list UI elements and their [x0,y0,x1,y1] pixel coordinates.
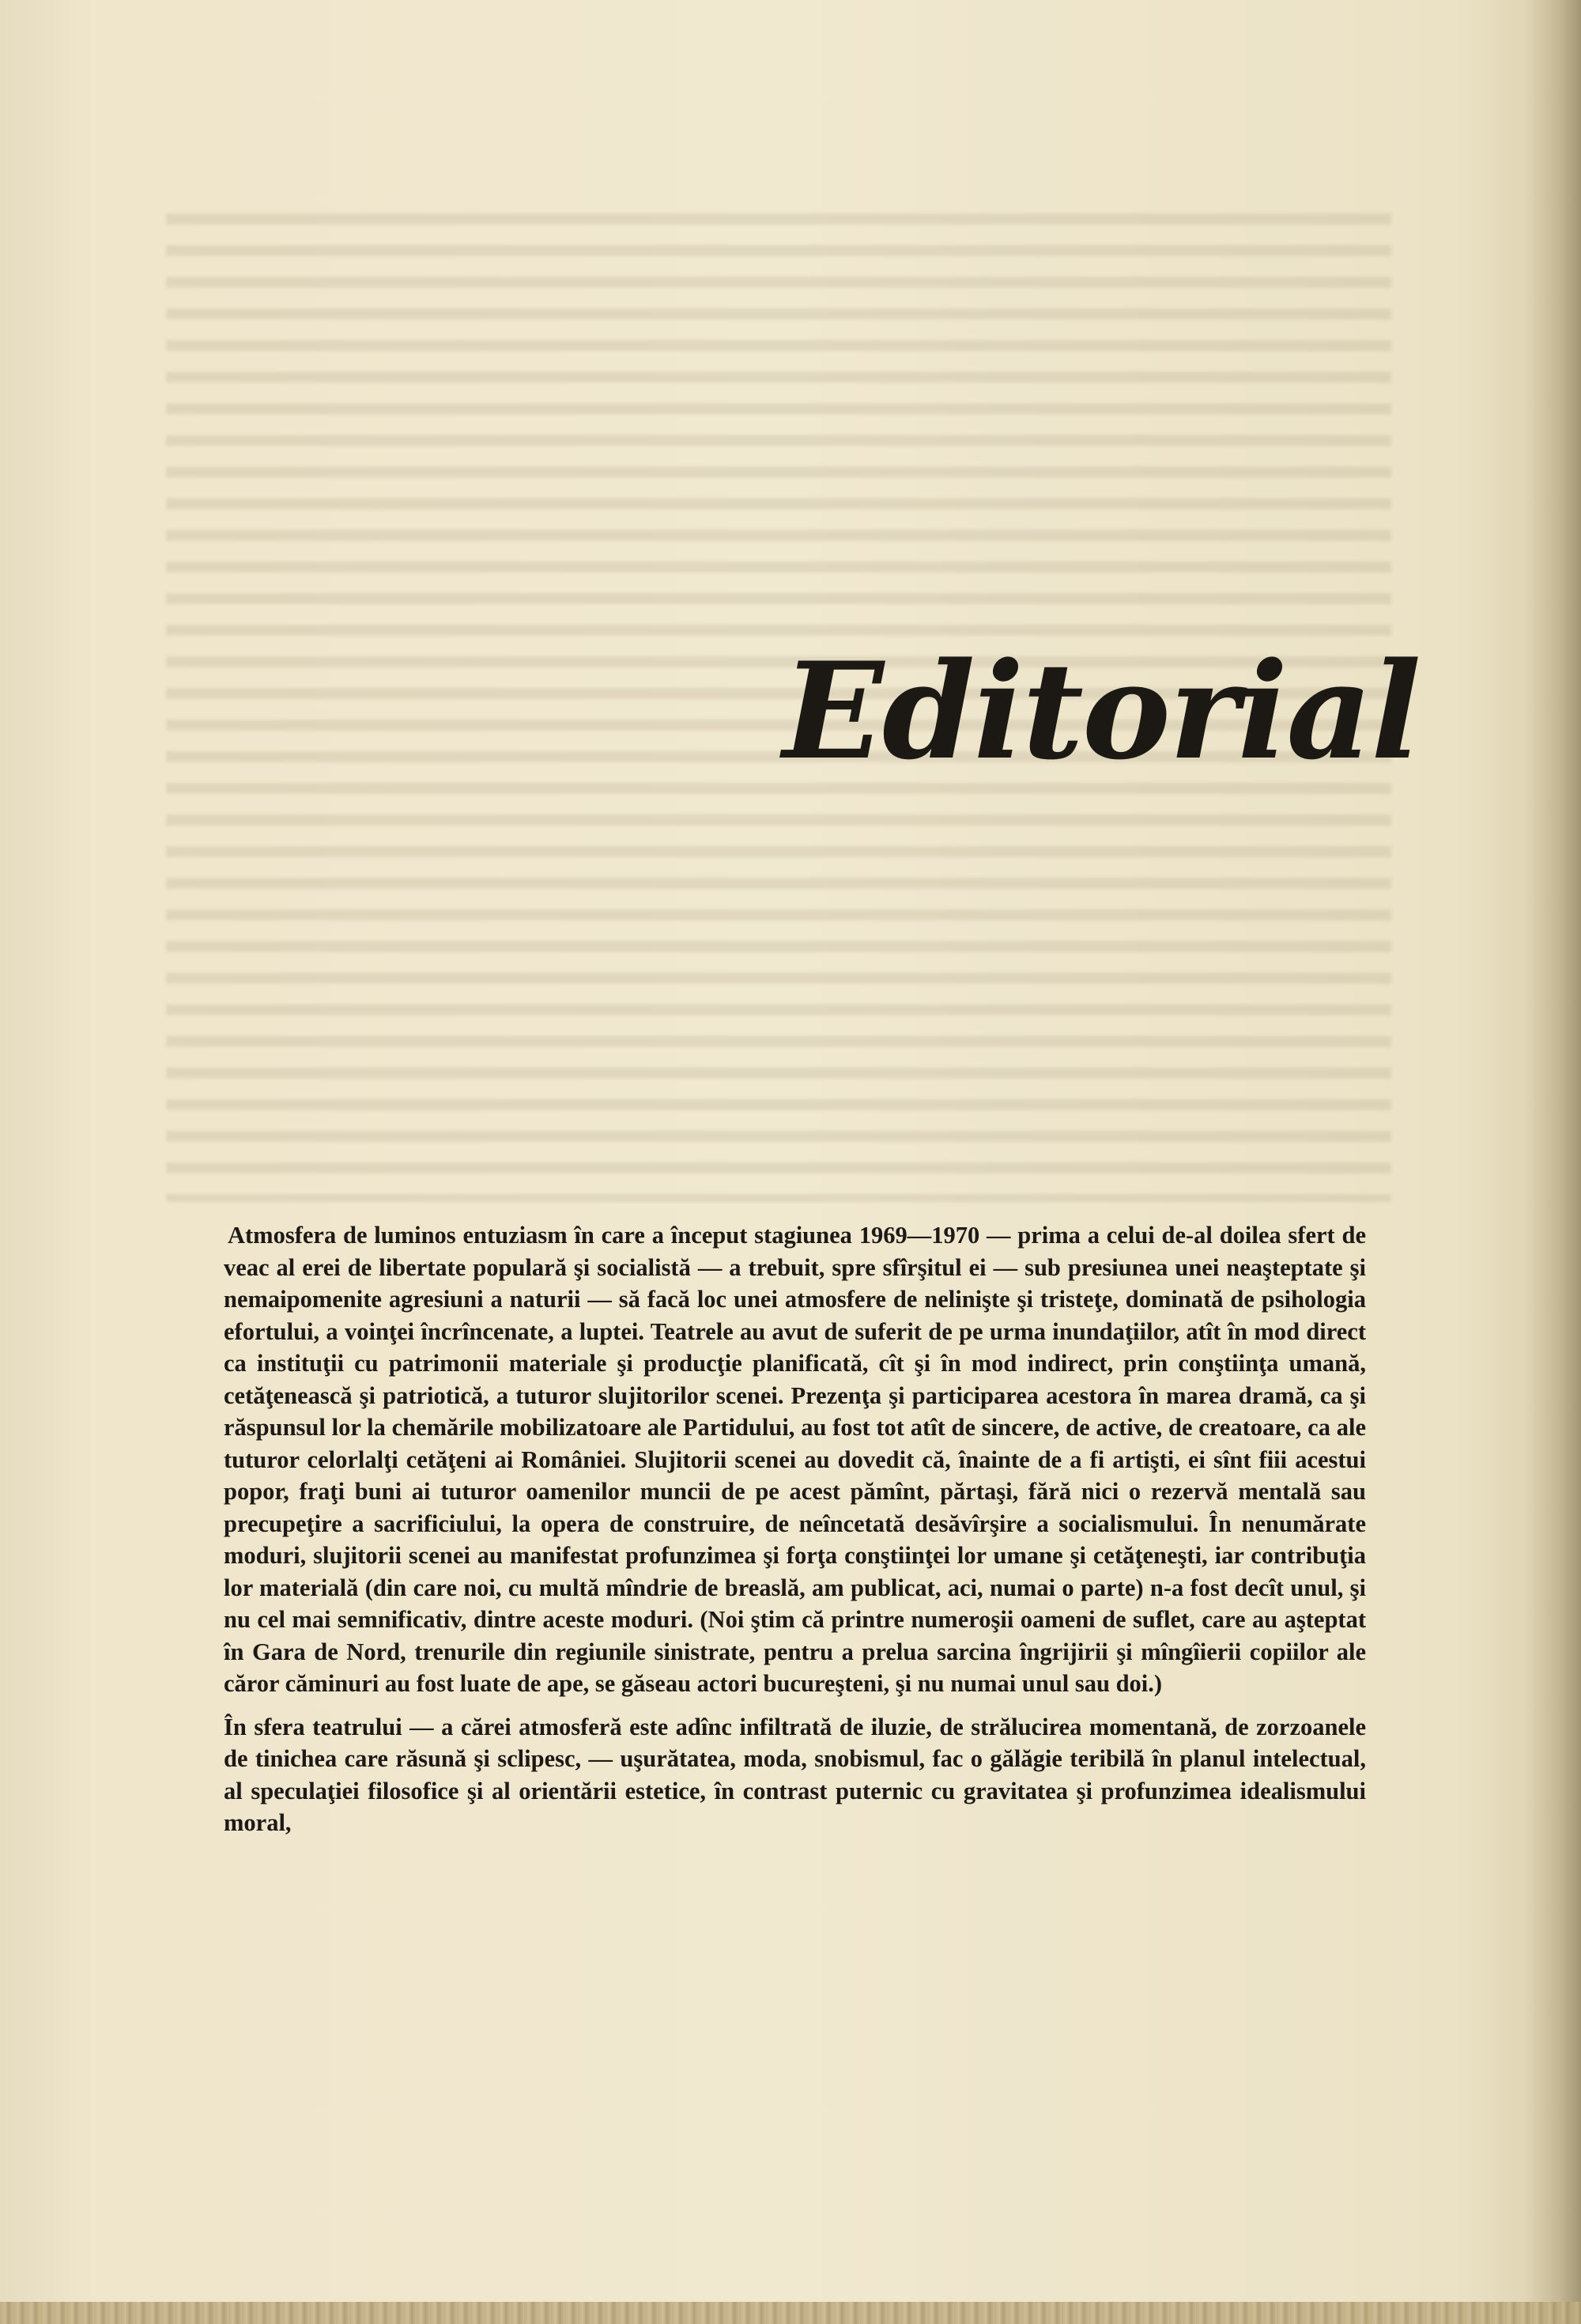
page-bottom-edge [0,2302,1581,2324]
article-body [224,1219,1366,1850]
spine-shadow [1526,0,1581,2324]
paragraph-2: În sfera teatrului — a cărei atmosferă este adînc infiltrată de iluzie, de strălucirea momentană, de zorzoanele de tinichea care răsună şi sclipesc, — uşurătatea, moda, snobismul, fac o gălăgie teribilă în planul intelectual, al speculaţiei filosofice şi al orientării estetice, în contrast puternic cu gravitatea şi profunzimea idealismului moral, [224,1713,1366,1836]
paragraph-1: Atmosfera de luminos entuziasm în care a început stagiunea 1969—1970 — prima a celui de-al doilea sfert de veac al erei de libertate populară şi socialistă — a trebuit, spre sfîrşitul ei — sub presiunea unei neaşteptate şi nemaipomenite agresiuni a naturii — să facă loc unei atmosfere de nelinişte şi tristeţe, dominată de psihologia efortului, a voinţei încrîncenate, a luptei. Teatrele au avut de suferit de pe urma inundaţiilor, atît în mod direct ca instituţii cu patrimonii materiale şi producţie planificată, cît şi în mod indirect, prin conştiinţa umană, cetăţenească şi patriotică, a tuturor slujitorilor scenei. Prezenţa şi participarea acestora în marea dramă, ca şi răspunsul lor la chemările mobilizatoare ale Partidului, au fost tot atît de sincere, de active, de creatoare, ca ale tuturor celorlalţi cetăţeni ai României. Slujitorii scenei au dovedit că, înainte de a fi artişti, ei sînt fiii acestui popor, fraţi buni ai tuturor oamenilor muncii de pe acest pămînt, părtaşi, fără nici o rezervă mentală sau precupeţire a sacrificiului, la opera de construire, de neîncetată desăvîrşire a socialismului. În nenumărate moduri, slujitorii scenei au manifestat profunzimea şi forţa conştiinţei lor umane şi cetăţeneşti, iar contribuţia lor materială (din care noi, cu multă mîndrie de breaslă, am publicat, aci, numai o parte) n-a fost decît unul, şi nu cel mai semnificativ, dintre aceste moduri. (Noi ştim că printre numeroşii oameni de suflet, care au aşteptat în Gara de Nord, trenurile din regiunile sinistrate, pentru a prelua sarcina îngrijirii şi mîngîierii copiilor ale căror căminuri au fost luate de ape, se găseau actori bucureşteni, şi nu numai unul sau doi.) [224,1222,1366,1697]
editorial-title: Editorial [783,633,1421,789]
